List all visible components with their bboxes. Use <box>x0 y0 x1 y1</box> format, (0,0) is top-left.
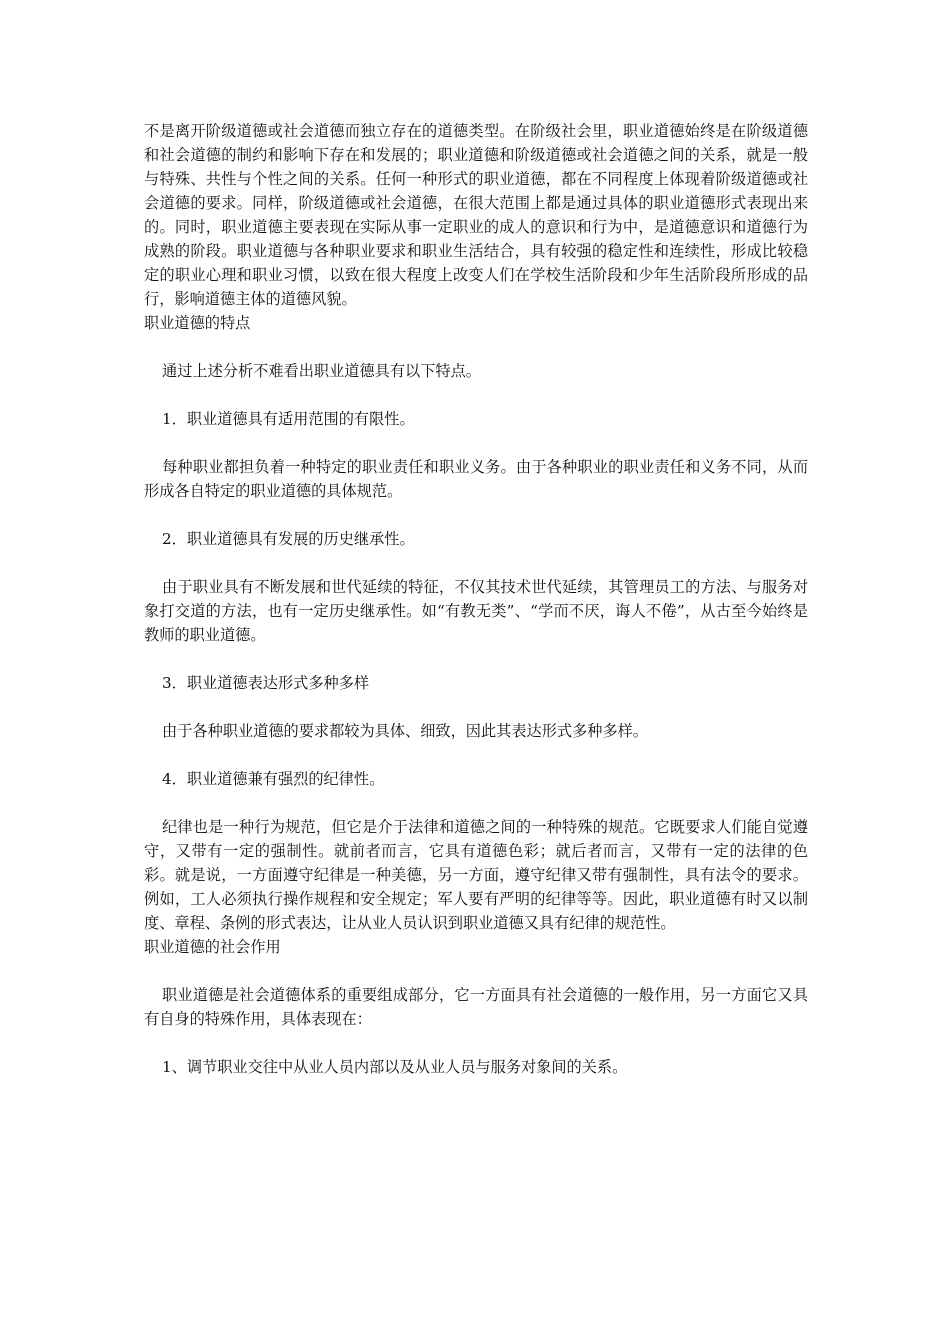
section-heading-social-role: 职业道德的社会作用 <box>144 938 281 956</box>
item-body-1: 每种职业都担负着一种特定的职业责任和职业义务。由于各种职业的职业责任和义务不同，从而形成各自特定的职业道德的具体规范。 <box>144 458 808 500</box>
intro-paragraph: 不是离开阶级道德或社会道德而独立存在的道德类型。在阶级社会里，职业道德始终是在阶级道德和社会道德的制约和影响下存在和发展的；职业道德和阶级道德或社会道德之间的关系，就是一般与特殊、共性与个性之间的关系。任何一种形式的职业道德，都在不同程度上体现着阶级道德或社会道德的要求。同样，阶级道德或社会道德，在很大范围上都是通过具体的职业道德形式表现出来的。同时，职业道德主要表现在实际从事一定职业的成人的意识和行为中，是道德意识和道德行为成熟的阶段。职业道德与各种职业要求和职业生活结合，具有较强的稳定性和连续性，形成比较稳定的职业心理和职业习惯，以致在很大程度上改变人们在学校生活阶段和少年生活阶段所形成的品行，影响道德主体的道德风貌。 <box>144 122 808 308</box>
item-title-2: 2．职业道德具有发展的历史继承性。 <box>162 530 415 548</box>
item-body-4: 纪律也是一种行为规范，但它是介于法律和道德之间的一种特殊的规范。它既要求人们能自觉遵守，又带有一定的强制性。就前者而言，它具有道德色彩；就后者而言，又带有一定的法律的色彩。就是说，一方面遵守纪律是一种美德，另一方面，遵守纪律又带有强制性，具有法令的要求。例如，工人必须执行操作规程和安全规定；军人要有严明的纪律等等。因此，职业道德有时又以制度、章程、条例的形式表达，让从业人员认识到职业道德又具有纪律的规范性。 <box>144 818 808 932</box>
item-title-3: 3．职业道德表达形式多种多样 <box>162 674 370 692</box>
item-title-4: 4．职业道德兼有强烈的纪律性。 <box>162 770 385 788</box>
section-heading-characteristics: 职业道德的特点 <box>144 314 251 332</box>
section-lead-characteristics: 通过上述分析不难看出职业道德具有以下特点。 <box>162 362 481 380</box>
item-body-2: 由于职业具有不断发展和世代延续的特征，不仅其技术世代延续，其管理员工的方法、与服务对象打交道的方法，也有一定历史继承性。如“有教无类”、“学而不厌，诲人不倦”，从古至今始终是教师的职业道德。 <box>144 578 808 644</box>
social-role-item-1: 1、调节职业交往中从业人员内部以及从业人员与服务对象间的关系。 <box>162 1058 628 1076</box>
item-title-1: 1．职业道德具有适用范围的有限性。 <box>162 410 415 428</box>
document-body <box>144 119 808 1079</box>
section-lead-social-role: 职业道德是社会道德体系的重要组成部分，它一方面具有社会道德的一般作用，另一方面它又具有自身的特殊作用，具体表现在： <box>144 986 808 1028</box>
item-body-3: 由于各种职业道德的要求都较为具体、细致，因此其表达形式多种多样。 <box>162 722 648 740</box>
